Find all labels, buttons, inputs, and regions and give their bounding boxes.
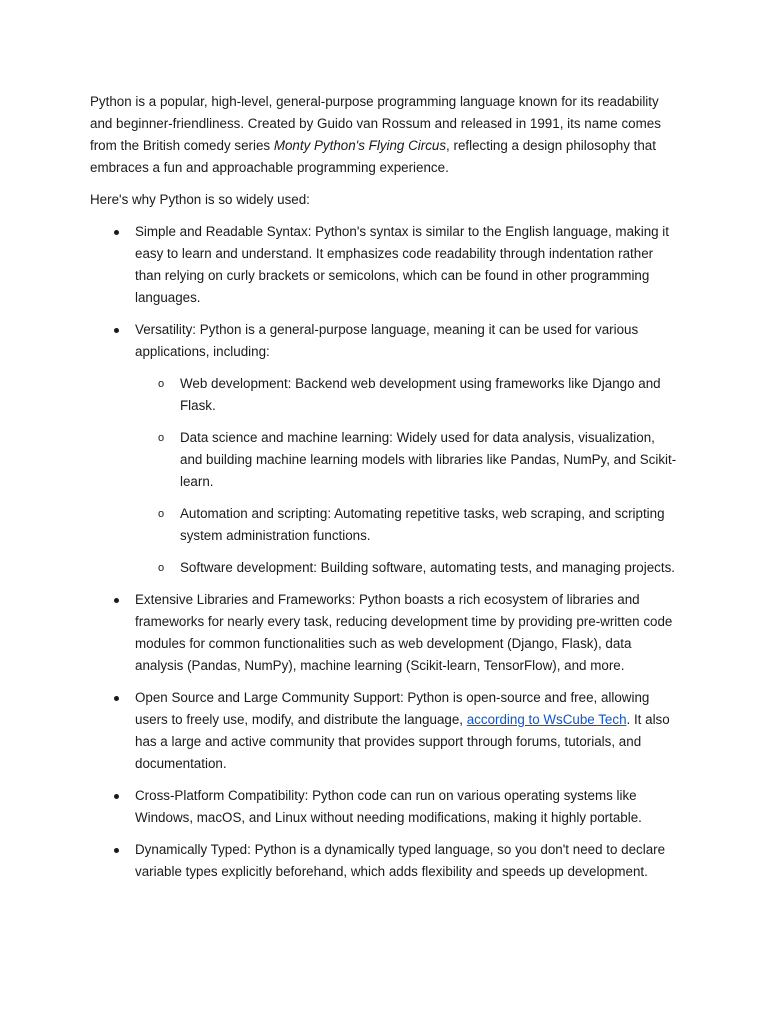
bullet-icon	[114, 794, 119, 799]
intro-text-start: Python is a popular, high-level, general-purpose programming language known for its readability and beginner-friendliness. Created by Guido van Rossum and released in 1991, its name comes from the British comedy series	[90, 94, 661, 153]
list-item-text: Dynamically Typed: Python is a dynamically typed language, so you don't need to declare variable types explicitly beforehand, which adds flexibility and speeds up development.	[135, 842, 666, 879]
versatility-sublist	[135, 373, 678, 579]
wscube-tech-link[interactable]: according to WsCube Tech	[466, 712, 627, 727]
list-item-text: Cross-Platform Compatibility: Python code can run on various operating systems like Windows, macOS, and Linux without needing modifications, making it highly portable.	[135, 788, 642, 825]
circle-bullet-icon: o	[158, 562, 165, 574]
bullet-icon	[114, 598, 119, 603]
sublist-item-automation	[135, 503, 678, 547]
list-item-libraries	[90, 589, 678, 677]
bullet-icon	[114, 328, 119, 333]
list-item-syntax	[90, 221, 678, 309]
list-item-text: Simple and Readable Syntax: Python's syntax is similar to the English language, making it easy to learn and understand. It emphasizes code readability through indentation rather than relying on curly brackets or semicolons, which can be found in other programming languages.	[135, 224, 670, 305]
list-item-open-source	[90, 687, 678, 775]
sublist-item-web	[135, 373, 678, 417]
intro-text-end: , reflecting a design philosophy that embraces a fun and approachable programming experience.	[90, 138, 656, 175]
list-item-text: Extensive Libraries and Frameworks: Python boasts a rich ecosystem of libraries and frameworks for nearly every task, reducing development time by providing pre-written code modules for common functionalities such as web development (Django, Flask), data analysis (Pandas, NumPy), machine learning (Scikit-learn, TensorFlow), and more.	[135, 592, 673, 673]
open-source-text-end: . It also has a large and active community that provides support through forums, tutorials, and documentation.	[135, 712, 670, 771]
list-item-cross-platform	[90, 785, 678, 829]
sublist-item-text: Software development: Building software, automating tests, and managing projects.	[180, 560, 675, 575]
list-item-versatility	[90, 319, 678, 579]
open-source-text-start: Open Source and Large Community Support: Python is open-source and free, allowing users to freely use, modify, and distribute the language,	[135, 690, 650, 727]
sublist-item-text: Automation and scripting: Automating repetitive tasks, web scraping, and scripting system administration functions.	[180, 506, 665, 543]
list-item-dynamic-typing	[90, 839, 678, 883]
circle-bullet-icon: o	[158, 508, 165, 520]
list-item-text	[135, 687, 678, 775]
lead-paragraph: Here's why Python is so widely used:	[90, 192, 310, 207]
sublist-item-text: Web development: Backend web development using frameworks like Django and Flask.	[180, 376, 661, 413]
reasons-list	[90, 221, 678, 883]
sublist-item-software	[135, 557, 678, 579]
bullet-icon	[114, 230, 119, 235]
bullet-icon	[114, 696, 119, 701]
circle-bullet-icon: o	[158, 378, 165, 390]
intro-paragraph	[90, 91, 678, 179]
intro-italic-title: Monty Python's Flying Circus	[273, 138, 447, 153]
sublist-item-data-science	[135, 427, 678, 493]
bullet-icon	[114, 848, 119, 853]
list-item-text: Versatility: Python is a general-purpose language, meaning it can be used for various applications, including:	[135, 322, 639, 359]
circle-bullet-icon: o	[158, 432, 165, 444]
sublist-item-text: Data science and machine learning: Widely used for data analysis, visualization, and building machine learning models with libraries like Pandas, NumPy, and Scikit-learn.	[180, 430, 677, 489]
